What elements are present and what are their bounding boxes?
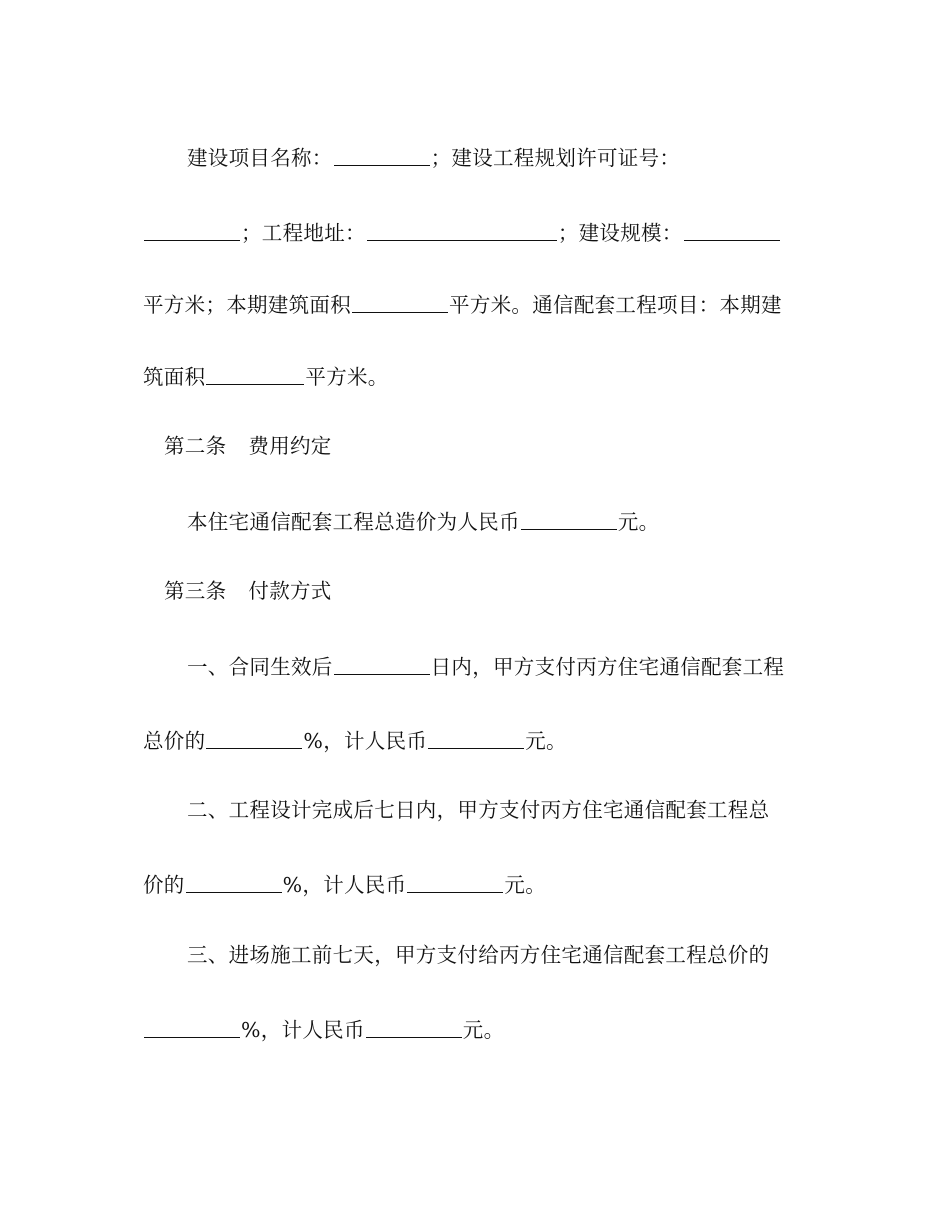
payment-item-2-line-2	[143, 873, 546, 896]
item-2-percent-blank[interactable]	[186, 873, 282, 893]
item-1-total-label: 总价的	[143, 729, 206, 753]
address-label: ；工程地址：	[241, 221, 366, 245]
comm-project-label: 通信配套工程项目：本期建	[532, 293, 782, 317]
item-1-prefix: 一、合同生效后	[187, 655, 333, 679]
project-name-blank[interactable]	[334, 146, 430, 166]
item-1-mid: 日内，甲方支付丙方住宅通信配套工程	[430, 655, 785, 679]
permit-number-blank[interactable]	[144, 221, 240, 241]
payment-item-1-line-1	[187, 655, 784, 678]
item-1-yuan: 元。	[525, 729, 567, 753]
sqm-period-text: 平方米。	[449, 293, 533, 317]
project-name-line	[187, 146, 680, 169]
current-area-label: ；本期建筑面积	[205, 293, 352, 317]
comm-area-end: 平方米。	[305, 365, 389, 389]
sqm-text: 平方米	[143, 293, 206, 317]
article-2-number: 第二条	[164, 434, 227, 458]
item-1-days-blank[interactable]	[334, 655, 430, 675]
item-3-percent-blank[interactable]	[144, 1018, 240, 1038]
project-name-label: 建设项目名称：	[187, 146, 333, 170]
payment-item-2-line-1	[187, 800, 769, 821]
item-1-amount-blank[interactable]	[428, 729, 524, 749]
item-3-amount-blank[interactable]	[366, 1018, 462, 1038]
item-3-text: 三、进场施工前七天，甲方支付给丙方住宅通信配套工程总价的	[187, 943, 770, 967]
item-2-amount-blank[interactable]	[407, 873, 503, 893]
payment-item-1-line-2	[143, 729, 567, 752]
item-1-percent-blank[interactable]	[206, 729, 302, 749]
comm-area-label: 筑面积	[143, 365, 206, 389]
item-2-rmb-label: ，计人民币	[302, 873, 407, 897]
item-2-percent-sign: %	[282, 873, 303, 897]
project-area-line	[143, 293, 782, 316]
item-3-percent-sign: %	[241, 1018, 261, 1042]
comm-area-blank[interactable]	[206, 365, 304, 385]
article-3-heading	[164, 581, 332, 602]
scale-label: ；建设规模：	[557, 221, 683, 245]
article-2-title: 费用约定	[248, 434, 332, 458]
payment-item-3-line-1	[187, 945, 769, 966]
article-2-heading	[164, 436, 332, 457]
scale-blank[interactable]	[684, 221, 780, 241]
item-2-total-label: 价的	[143, 873, 185, 897]
article-3-title: 付款方式	[248, 579, 332, 603]
address-blank[interactable]	[367, 221, 557, 241]
item-1-rmb-label: ，计人民币	[323, 729, 428, 753]
article-2-body	[187, 510, 659, 533]
total-cost-label: 本住宅通信配套工程总造价为人民币	[187, 510, 520, 534]
current-area-blank[interactable]	[352, 293, 448, 313]
total-cost-unit: 元。	[617, 510, 660, 534]
item-2-text: 二、工程设计完成后七日内，甲方支付丙方住宅通信配套工程总	[187, 798, 770, 822]
project-address-line	[143, 221, 781, 244]
comm-area-line	[143, 365, 389, 388]
item-3-rmb-label: ，计人民币	[260, 1018, 365, 1042]
item-3-yuan: 元。	[462, 1018, 505, 1042]
article-3-number: 第三条	[164, 579, 227, 603]
permit-label: ；建设工程规划许可证号：	[430, 146, 681, 170]
item-1-percent-sign: %	[303, 729, 324, 753]
payment-item-3-line-2	[143, 1018, 504, 1041]
total-cost-blank[interactable]	[521, 510, 617, 530]
item-2-yuan: 元。	[504, 873, 546, 897]
